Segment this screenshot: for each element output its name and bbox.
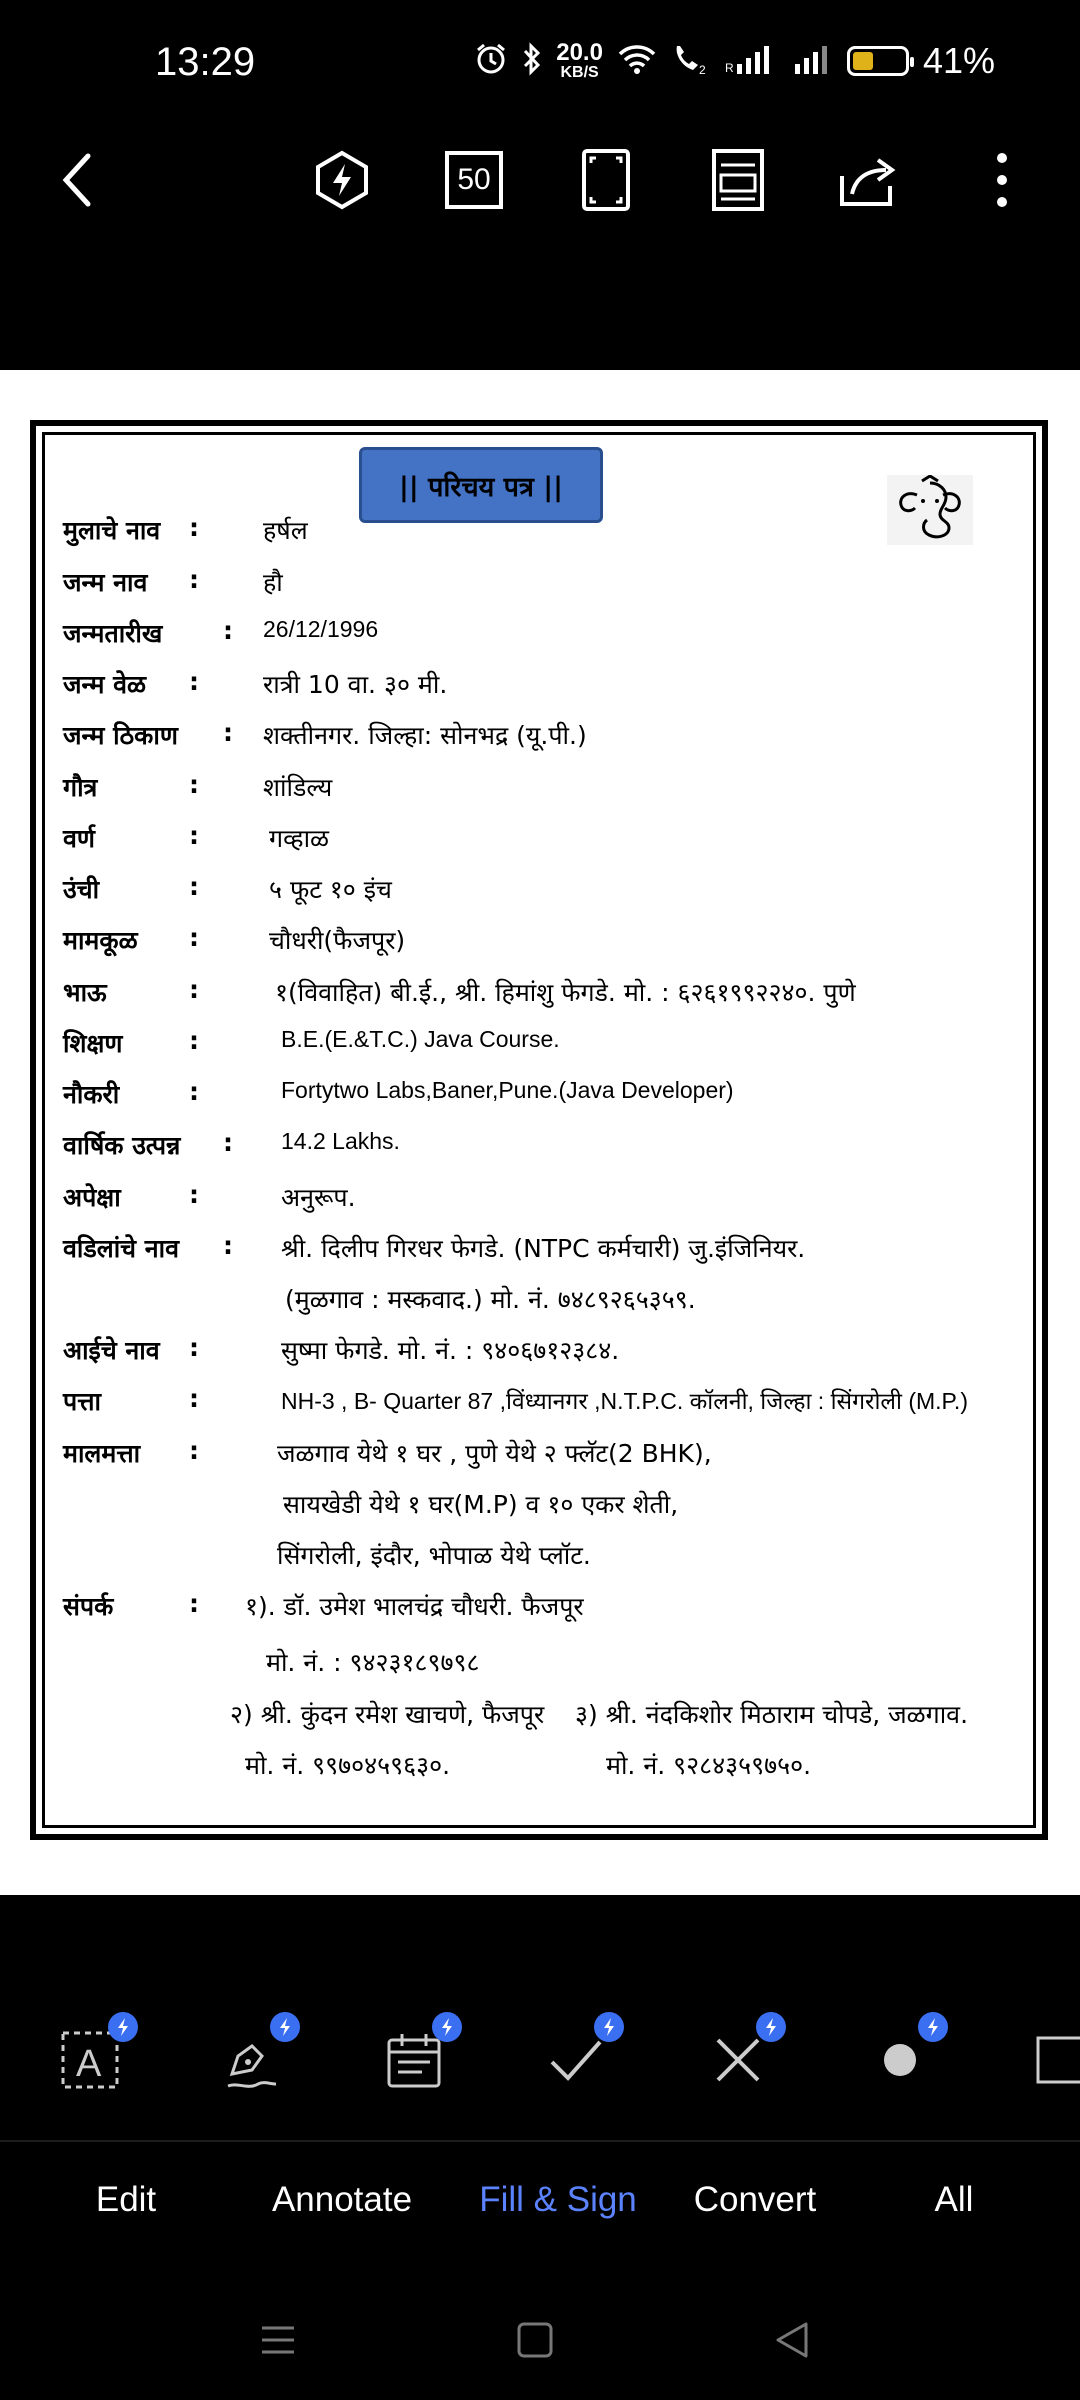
back-nav-button[interactable] — [762, 2310, 822, 2370]
svg-text:2: 2 — [698, 62, 706, 76]
dot-tool[interactable] — [860, 2020, 940, 2100]
field-value: (मुळगाव : मस्कवाद.) मो. नं. ७४८९२६५३५९. — [285, 1285, 696, 1314]
more-icon — [995, 150, 1009, 210]
field-row — [63, 1487, 1023, 1537]
lightning-badge-icon — [432, 2012, 462, 2042]
cross-icon — [708, 2030, 768, 2090]
field-label: मुलाचे नाव — [63, 516, 161, 545]
field-value: सुष्मा फेगडे. मो. नं. : ९४०६७१२३८४. — [281, 1336, 620, 1365]
field-colon: : — [189, 821, 199, 850]
field-row — [63, 975, 1023, 1025]
field-row — [63, 718, 1023, 768]
top-toolbar — [0, 135, 1080, 225]
field-label: शिक्षण — [63, 1029, 123, 1058]
field-row — [63, 1538, 1023, 1588]
text-box-tool[interactable] — [50, 2020, 130, 2100]
date-tool[interactable] — [374, 2020, 454, 2100]
field-value: 14.2 Lakhs. — [281, 1128, 400, 1154]
share-icon — [838, 150, 902, 210]
field-row — [63, 565, 1023, 615]
svg-text:R: R — [724, 60, 734, 74]
tab-all[interactable]: All — [934, 2180, 974, 2219]
contact-3-name: ३) श्री. नंदकिशोर मिठाराम चोपडे, जळगाव. — [575, 1700, 969, 1729]
dot-icon — [870, 2030, 930, 2090]
field-label: भाऊ — [63, 978, 107, 1007]
field-label: जन्म वेळ — [63, 670, 147, 699]
field-row — [63, 1180, 1023, 1230]
field-value: शांडिल्य — [263, 773, 333, 802]
field-label: नौकरी — [63, 1080, 120, 1109]
lightning-badge-icon — [270, 2012, 300, 2042]
tab-fill-sign[interactable]: Fill & Sign — [479, 2180, 637, 2219]
signature-icon — [222, 2030, 282, 2090]
system-nav-bar — [0, 2290, 1080, 2380]
signal-icon-2 — [793, 44, 833, 79]
field-label: वार्षिक उत्पन्न — [63, 1131, 181, 1160]
field-value: १(विवाहित) बी.ई., श्री. हिमांशु फेगडे. मो. : ६२६१९९२२४०. पुणे — [275, 978, 856, 1007]
field-label: वर्ण — [63, 824, 95, 853]
field-colon: : — [189, 1589, 199, 1618]
wifi-icon — [617, 43, 657, 80]
rectangle-tool[interactable] — [1030, 2020, 1080, 2100]
field-colon: : — [189, 770, 199, 799]
svg-text:A: A — [76, 2043, 102, 2085]
signature-tool[interactable] — [212, 2020, 292, 2100]
field-value: हर्षल — [263, 516, 308, 545]
tab-edit[interactable]: Edit — [95, 2180, 157, 2219]
net-speed-value: 20.0 — [556, 39, 603, 66]
menu-icon — [258, 2320, 298, 2360]
document-viewer[interactable] — [0, 370, 1080, 1895]
battery-fill — [853, 52, 874, 70]
share-button[interactable] — [830, 135, 910, 225]
alarm-icon — [474, 42, 508, 81]
document-page[interactable] — [30, 420, 1048, 1840]
field-row — [63, 1231, 1023, 1281]
reading-mode-button[interactable] — [698, 135, 778, 225]
field-colon: : — [189, 1384, 199, 1413]
contact-2-name: २) श्री. कुंदन रमेश खाचणे, फैजपूर — [230, 1700, 545, 1729]
checkmark-icon — [546, 2030, 606, 2090]
field-value: Fortytwo Labs,Baner,Pune.(Java Developer) — [281, 1077, 734, 1103]
more-button[interactable] — [962, 135, 1042, 225]
field-row — [63, 1589, 1023, 1639]
field-row — [63, 1333, 1023, 1383]
field-value: B.E.(E.&T.C.) Java Course. — [281, 1026, 560, 1052]
field-label: अपेक्षा — [63, 1183, 121, 1212]
contact-1-phone: मो. नं. : ९४२३१८९७९८ — [266, 1648, 480, 1677]
field-row — [63, 872, 1023, 922]
status-icons — [474, 40, 995, 82]
text-box-icon — [60, 2030, 120, 2090]
field-value: श्री. दिलीप गिरधर फेगडे. (NTPC कर्मचारी) जु.इंजिनियर. — [281, 1234, 806, 1263]
back-button[interactable] — [38, 135, 118, 225]
field-value: हौ — [263, 568, 283, 597]
field-colon: : — [189, 1077, 199, 1106]
status-bar — [0, 0, 1080, 135]
field-label: उंची — [63, 875, 100, 904]
field-label: गौत्र — [63, 773, 98, 802]
home-button[interactable] — [505, 2310, 565, 2370]
fullscreen-icon — [581, 148, 631, 212]
page-count-badge: 50 — [457, 163, 491, 196]
net-speed-unit: KB/S — [560, 64, 599, 81]
lightning-badge-icon — [594, 2012, 624, 2042]
field-row — [63, 1384, 1023, 1434]
field-value: 26/12/1996 — [263, 616, 379, 642]
field-row — [63, 923, 1023, 973]
field-colon: : — [189, 1436, 199, 1465]
field-row — [63, 1282, 1023, 1332]
lightning-button[interactable] — [302, 135, 382, 225]
field-colon: : — [189, 872, 199, 901]
field-row — [63, 513, 1023, 563]
signal-icon — [725, 44, 779, 79]
field-colon: : — [189, 1180, 199, 1209]
document-inner-border — [42, 432, 1036, 1828]
field-value: सिंगरोली, इंदौर, भोपाळ येथे प्लॉट. — [277, 1541, 591, 1570]
field-colon: : — [223, 1128, 233, 1157]
field-label: मालमत्ता — [63, 1439, 141, 1468]
field-row — [63, 667, 1023, 717]
lightning-badge-icon — [918, 2012, 948, 2042]
field-label: पत्ता — [63, 1387, 101, 1416]
fill-sign-tools — [0, 2000, 1080, 2120]
battery-icon — [847, 46, 909, 76]
field-row — [63, 1026, 1023, 1076]
field-label: जन्म नाव — [63, 568, 148, 597]
field-row — [63, 770, 1023, 820]
home-icon — [515, 2320, 555, 2360]
contact-3-phone: मो. नं. ९२८४३५९७५०. — [606, 1751, 812, 1780]
net-speed — [556, 41, 603, 81]
tab-convert[interactable]: Convert — [693, 2180, 817, 2219]
field-row — [63, 616, 1023, 666]
checkmark-tool[interactable] — [536, 2020, 616, 2100]
contact-2-phone: मो. नं. ९९७०४५९६३०. — [245, 1751, 451, 1780]
lightning-badge-icon — [108, 2012, 138, 2042]
field-colon: : — [223, 1231, 233, 1260]
field-label: संपर्क — [63, 1592, 114, 1621]
battery-percent: 41% — [922, 40, 995, 81]
field-colon: : — [189, 975, 199, 1004]
field-colon: : — [189, 565, 199, 594]
back-triangle-icon — [772, 2320, 812, 2360]
field-colon: : — [189, 1333, 199, 1362]
field-value: ५ फूट १० इंच — [269, 875, 392, 904]
field-row — [63, 1436, 1023, 1486]
field-colon: : — [189, 1026, 199, 1055]
field-row — [63, 821, 1023, 871]
mode-tab-bar — [0, 2160, 1080, 2250]
lightning-icon — [312, 150, 372, 210]
field-colon: : — [189, 513, 199, 542]
document-title: || परिचय पत्र || — [359, 447, 603, 523]
recent-apps-button[interactable] — [248, 2310, 308, 2370]
status-time: 13:29 — [155, 40, 256, 84]
lightning-badge-icon — [756, 2012, 786, 2042]
field-value: अनुरूप. — [281, 1183, 356, 1212]
cross-tool[interactable] — [698, 2020, 778, 2100]
field-label: जन्मतारीख — [63, 619, 163, 648]
field-value: रात्री 10 वा. ३० मी. — [263, 670, 448, 699]
rectangle-icon — [1030, 2030, 1080, 2090]
field-value: जळगाव येथे १ घर , पुणे येथे २ फ्लॅट(2 BHK), — [277, 1439, 712, 1468]
field-label: मामकूळ — [63, 926, 138, 955]
field-colon: : — [223, 718, 233, 747]
field-colon: : — [189, 923, 199, 952]
field-colon: : — [189, 667, 199, 696]
field-value: गव्हाळ — [269, 824, 330, 853]
page-count-button[interactable] — [434, 135, 514, 225]
field-row — [63, 1077, 1023, 1127]
field-row — [63, 1128, 1023, 1178]
volte-call-icon — [671, 42, 711, 81]
fullscreen-button[interactable] — [566, 135, 646, 225]
field-value: NH-3 , B- Quarter 87 ,विंध्यानगर ,N.T.P.C. कॉलनी, जिल्हा : सिंगरोली (M.P.) — [281, 1388, 968, 1414]
field-value: सायखेडी येथे १ घर(M.P) व १० एकर शेती, — [283, 1490, 679, 1519]
divider — [0, 2140, 1080, 2142]
date-icon — [384, 2030, 444, 2090]
tab-annotate[interactable]: Annotate — [271, 2180, 413, 2219]
field-value: चौधरी(फैजपूर) — [269, 926, 406, 955]
field-label: आईचे नाव — [63, 1336, 160, 1365]
back-icon — [58, 150, 98, 210]
reading-mode-icon — [711, 148, 765, 212]
field-label: जन्म ठिकाण — [63, 721, 178, 750]
field-label: वडिलांचे नाव — [63, 1234, 180, 1263]
field-value: १). डॉ. उमेश भालचंद्र चौधरी. फैजपूर — [245, 1592, 584, 1621]
field-colon: : — [223, 616, 233, 645]
field-value: शक्तीनगर. जिल्हा: सोनभद्र (यू.पी.) — [263, 721, 587, 750]
bluetooth-icon — [522, 42, 542, 81]
